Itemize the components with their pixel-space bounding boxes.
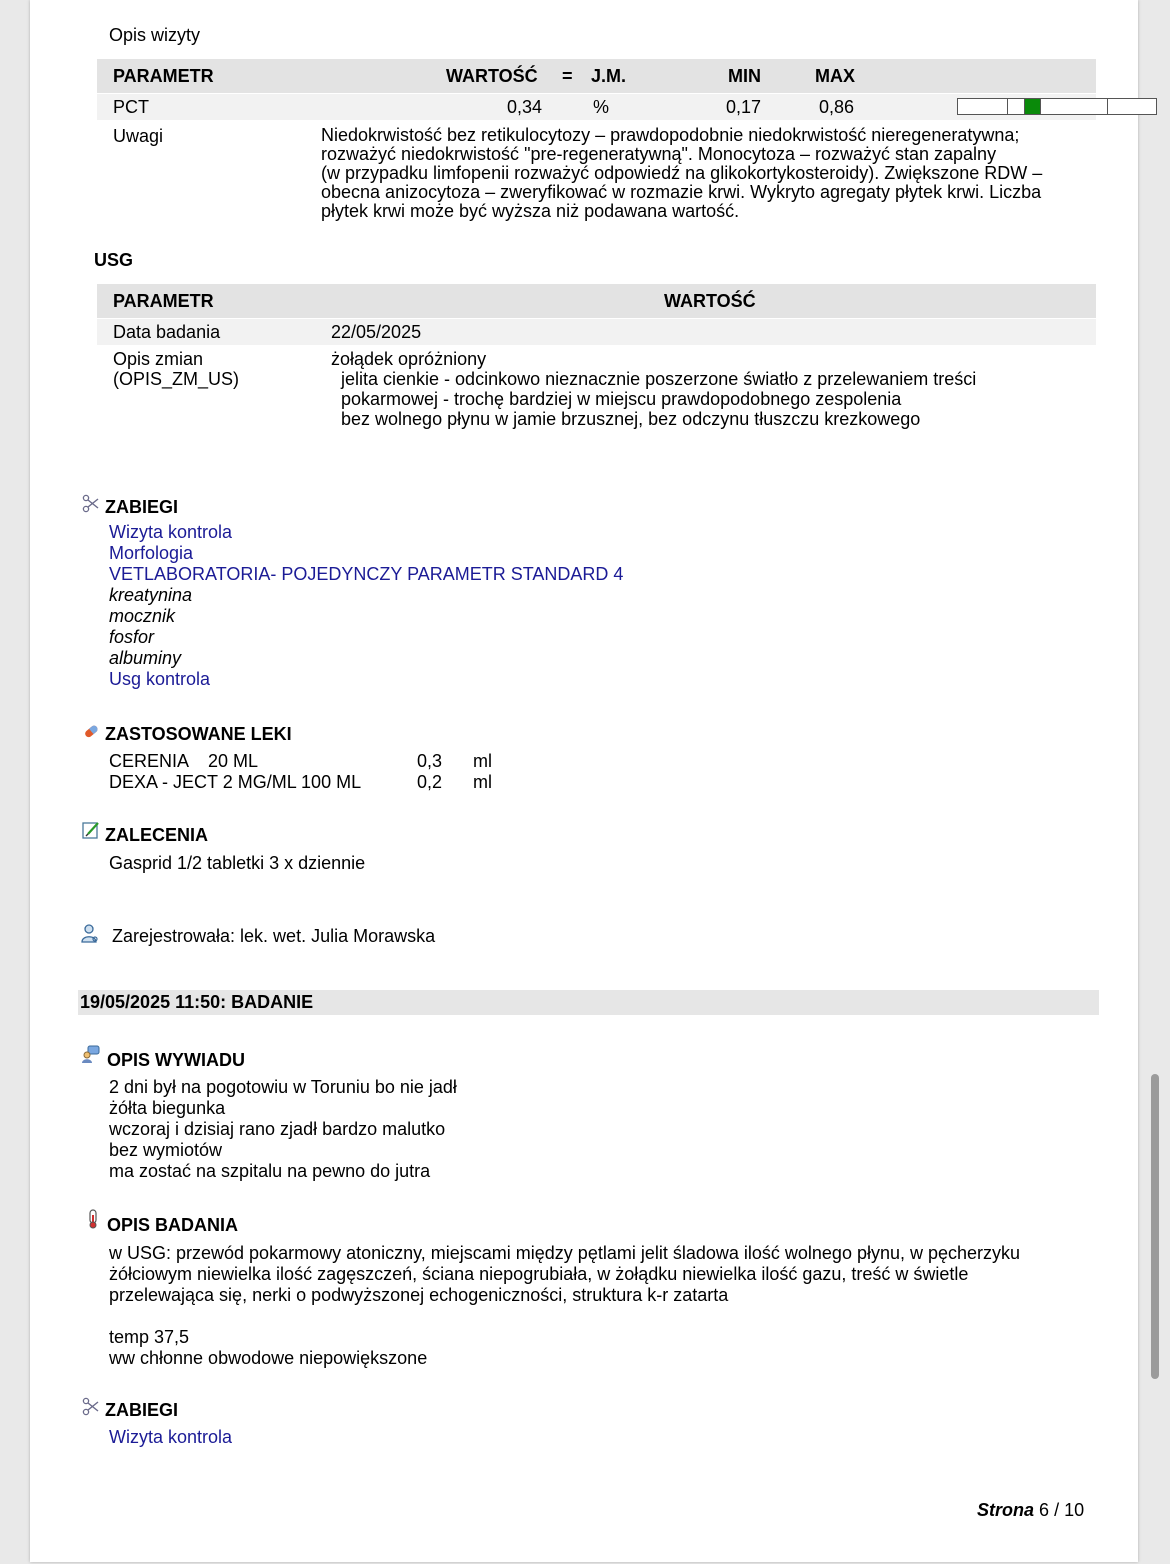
header-unit: J.M. xyxy=(591,66,627,86)
exam-desc-line: temp 37,5 xyxy=(109,1327,190,1347)
recommendations-text: Gasprid 1/2 tabletki 3 x dziennie xyxy=(109,853,366,873)
med-name: DEXA - JECT 2 MG/ML 100 ML xyxy=(109,772,362,792)
pct-max: 0,86 xyxy=(819,97,855,117)
exam-desc-text xyxy=(109,1243,1020,1369)
pill-icon xyxy=(81,721,101,741)
notes-line: (w przypadku limfopenii rozważyć odpowiedź na glikokortykosteroidy). Zwiększone RDW – xyxy=(321,163,1043,183)
header-min: MIN xyxy=(728,66,761,86)
usg-change-line: jelita cienkie - odcinkowo nieznacznie poszerzone światło z przelewaniem treści xyxy=(331,369,977,389)
interview-line: 2 dni był na pogotowiu w Toruniu bo nie jadł xyxy=(109,1077,457,1097)
thermometer-icon xyxy=(83,1209,103,1229)
pct-value: 0,34 xyxy=(507,97,543,117)
usg-change-line: bez wolnego płynu w jamie brzusznej, bez odczynu tłuszczu krezkowego xyxy=(331,409,921,429)
recommendations-title: ZALECENIA xyxy=(105,825,208,845)
procedure-link[interactable]: Wizyta kontrola xyxy=(109,1427,233,1447)
interview-line: żółta biegunka xyxy=(109,1098,226,1118)
page-current: 6 xyxy=(1039,1500,1050,1520)
usg-changes-label xyxy=(113,349,239,389)
exam-desc-title: OPIS BADANIA xyxy=(107,1215,239,1235)
meds-list xyxy=(109,751,529,793)
exam-header-band xyxy=(78,990,1099,1015)
notes-line: rozważyć niedokrwistość "pre-regeneratywną". Monocytoza – rozważyć stan zapalny xyxy=(321,144,997,164)
usg-changes-label-line: (OPIS_ZM_US) xyxy=(113,369,240,389)
procedure-link[interactable]: Usg kontrola xyxy=(109,669,211,689)
procedure-subitem: fosfor xyxy=(109,627,155,647)
usg-title: USG xyxy=(94,250,134,270)
registered-by: Zarejestrowała: lek. wet. Julia Morawska xyxy=(112,926,436,946)
scissors-icon xyxy=(81,494,101,514)
header-eq: = xyxy=(562,66,573,86)
doctor-icon xyxy=(80,923,100,943)
exam-header: 19/05/2025 11:50: BADANIE xyxy=(80,992,314,1012)
header-param: PARAMETR xyxy=(113,66,214,86)
usg-table-header xyxy=(97,284,1096,318)
notes-line: obecna anizocytoza – zweryfikować w rozmazie krwi. Wykryto agregaty płytek krwi. Liczba xyxy=(321,182,1042,202)
gauge-divider xyxy=(1107,99,1108,114)
zabiegi-title: ZABIEGI xyxy=(105,1400,179,1420)
scissors-icon xyxy=(81,1397,101,1417)
document-page xyxy=(30,0,1138,1562)
page-sep: / xyxy=(1054,1500,1060,1520)
usg-date-label: Data badania xyxy=(113,322,221,342)
pct-param: PCT xyxy=(113,97,149,117)
note-edit-icon xyxy=(81,820,101,840)
med-row xyxy=(109,772,529,793)
interview-line: ma zostać na szpitalu na pewno do jutra xyxy=(109,1161,431,1181)
gauge-divider xyxy=(1007,99,1008,114)
interview-line: bez wymiotów xyxy=(109,1140,223,1160)
usg-date-row xyxy=(97,319,1096,345)
med-unit: ml xyxy=(473,772,492,792)
notes-line: Niedokrwistość bez retikulocytozy – prawdopodobnie niedokrwistość nieregeneratywna; xyxy=(321,125,1020,145)
med-row xyxy=(109,751,529,772)
header-max: MAX xyxy=(815,66,855,86)
med-dose: 0,2 xyxy=(417,772,443,792)
interview-title: OPIS WYWIADU xyxy=(107,1050,245,1070)
meds-title: ZASTOSOWANE LEKI xyxy=(105,724,292,744)
med-name: CERENIA 20 ML xyxy=(109,751,259,771)
interview-text xyxy=(109,1077,457,1182)
med-unit: ml xyxy=(473,751,492,771)
gauge-divider xyxy=(1040,99,1041,114)
scrollbar-thumb[interactable] xyxy=(1151,1074,1159,1379)
interview-icon xyxy=(81,1044,101,1064)
pct-unit: % xyxy=(593,97,610,117)
exam-desc-line: przelewająca się, nerki o podwyższonej echogeniczności, struktura k-r zatarta xyxy=(109,1285,729,1305)
procedure-link[interactable]: Morfologia xyxy=(109,543,194,563)
exam-desc-line: żółciowym niewielka ilość zagęszczeń, ściana niepogrubiała, w żołądku niewielka ilość gazu, treść w świetle xyxy=(109,1264,969,1284)
pct-min: 0,17 xyxy=(726,97,762,117)
visit-description-label: Opis wizyty xyxy=(109,25,201,45)
usg-date-value: 22/05/2025 xyxy=(331,322,422,342)
exam-desc-line: w USG: przewód pokarmowy atoniczny, miejscami między pętlami jelit śladowa ilość wolnego płynu, w pęcherzyku xyxy=(109,1243,1021,1263)
procedure-subitem: albuminy xyxy=(109,648,182,668)
notes-line: płytek krwi może być wyższa niż podawana wartość. xyxy=(321,201,740,221)
procedure-subitem: mocznik xyxy=(109,606,176,626)
zabiegi-title: ZABIEGI xyxy=(105,497,179,517)
usg-changes-label-line: Opis zmian xyxy=(113,349,204,369)
procedure-subitem: kreatynina xyxy=(109,585,193,605)
exam-desc-line: ww chłonne obwodowe niepowiększone xyxy=(109,1348,428,1368)
exam-desc-line xyxy=(109,1306,1020,1327)
usg-change-line: pokarmowej - trochę bardziej w miejscu prawdopodobnego zespolenia xyxy=(331,389,902,409)
gauge-marker xyxy=(1025,99,1040,114)
notes-text xyxy=(321,126,1101,221)
interview-line: wczoraj i dzisiaj rano zjadł bardzo malutko xyxy=(109,1119,446,1139)
page-total: 10 xyxy=(1064,1500,1085,1520)
notes-label: Uwagi xyxy=(113,126,164,146)
procedure-link[interactable]: Wizyta kontrola xyxy=(109,522,233,542)
usg-header-param: PARAMETR xyxy=(113,291,214,311)
usg-change-line: żołądek opróżniony xyxy=(331,349,487,369)
range-gauge xyxy=(957,98,1157,115)
med-dose: 0,3 xyxy=(417,751,443,771)
zabiegi-list xyxy=(109,522,623,690)
pct-row xyxy=(97,94,1096,120)
pct-table-header xyxy=(97,59,1096,93)
usg-header-value: WARTOŚĆ xyxy=(664,291,756,311)
page-label: Strona xyxy=(977,1500,1035,1520)
page-number xyxy=(977,1500,1084,1520)
usg-changes-text xyxy=(331,349,976,429)
procedure-link[interactable]: VETLABORATORIA- POJEDYNCZY PARAMETR STANDARD 4 xyxy=(109,564,624,584)
header-value: WARTOŚĆ xyxy=(446,66,538,86)
